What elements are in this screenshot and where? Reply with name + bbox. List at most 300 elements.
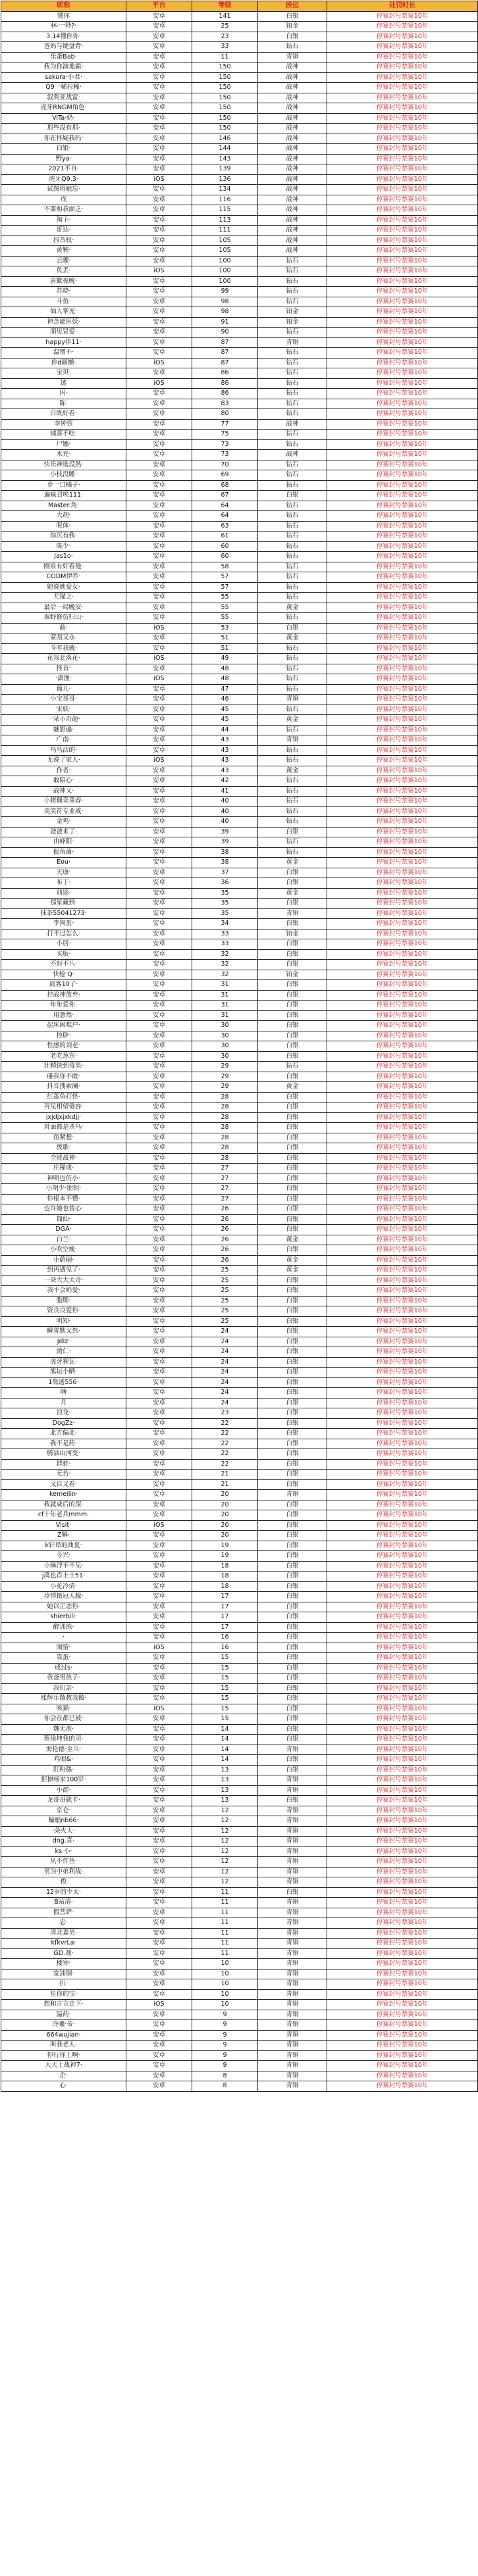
cell-level: 19 (192, 1541, 258, 1551)
table-row (1, 266, 478, 277)
cell-nickname: CODM伊乔· (1, 572, 126, 583)
cell-penalty: 停赛封号禁赛10年 (327, 2081, 478, 2092)
table-row (1, 1653, 478, 1664)
cell-level: 91 (192, 317, 258, 328)
cell-penalty: 停赛封号禁赛10年 (327, 1663, 478, 1673)
cell-platform: 安卓 (126, 1276, 192, 1286)
cell-level: 87 (192, 358, 258, 368)
cell-penalty: 停赛封号禁赛10年 (327, 725, 478, 735)
cell-penalty: 停赛封号禁赛10年 (327, 1939, 478, 1949)
cell-penalty: 停赛封号禁赛10年 (327, 1694, 478, 1704)
cell-penalty: 停赛封号禁赛10年 (327, 603, 478, 613)
cell-nickname: 闪· (1, 389, 126, 399)
cell-platform: 安卓 (126, 1796, 192, 1806)
cell-rank: 黄金 (258, 1255, 327, 1266)
cell-rank: 白银 (258, 1092, 327, 1102)
cell-rank: 青铜 (258, 1806, 327, 1816)
cell-level: 86 (192, 368, 258, 379)
cell-level: 12 (192, 1877, 258, 1888)
cell-nickname: 蔡徐坤我的司· (1, 1735, 126, 1745)
cell-penalty: 停赛封号禁赛10年 (327, 1765, 478, 1775)
cell-platform: 安卓 (126, 1979, 192, 1990)
cell-nickname: 年年爱你· (1, 1001, 126, 1011)
cell-nickname: 星你的宝· (1, 1989, 126, 2000)
cell-level: 24 (192, 1388, 258, 1399)
table-row (1, 1572, 478, 1582)
table-row (1, 1296, 478, 1306)
cell-nickname: 鸡眼&· (1, 1755, 126, 1766)
cell-penalty: 停赛封号禁赛10年 (327, 1286, 478, 1297)
cell-level: 26 (192, 1225, 258, 1235)
table-row (1, 2000, 478, 2010)
cell-rank: 战神 (258, 174, 327, 185)
table-row (1, 256, 478, 266)
cell-penalty: 停赛封号禁赛10年 (327, 1745, 478, 1755)
cell-penalty: 停赛封号禁赛10年 (327, 806, 478, 817)
cell-penalty: 停赛封号禁赛10年 (327, 756, 478, 766)
cell-penalty: 停赛封号禁赛10年 (327, 2030, 478, 2041)
cell-platform: 安卓 (126, 1735, 192, 1745)
cell-nickname: 月 (1, 1398, 126, 1408)
cell-penalty: 停赛封号禁赛10年 (327, 1653, 478, 1664)
cell-platform: 安卓 (126, 103, 192, 114)
cell-penalty: 停赛封号禁赛10年 (327, 532, 478, 542)
cell-rank: 白银 (258, 1510, 327, 1521)
cell-rank: 钻石 (258, 786, 327, 797)
cell-platform: 安卓 (126, 1572, 192, 1582)
cell-level: 35 (192, 899, 258, 909)
cell-platform: 安卓 (126, 827, 192, 837)
cell-penalty: 停赛封号禁赛10年 (327, 399, 478, 409)
cell-level: 21 (192, 1479, 258, 1490)
cell-level: 60 (192, 552, 258, 562)
cell-penalty: 停赛封号禁赛10年 (327, 215, 478, 226)
cell-penalty: 停赛封号禁赛10年 (327, 1837, 478, 1847)
table-row (1, 745, 478, 756)
table-row (1, 389, 478, 399)
cell-level: 25 (192, 1276, 258, 1286)
cell-penalty: 停赛封号禁赛10年 (327, 868, 478, 878)
cell-level: 28 (192, 1153, 258, 1164)
cell-penalty: 停赛封号禁赛10年 (327, 328, 478, 338)
cell-rank: 战神 (258, 235, 327, 246)
cell-rank: 白银 (258, 1449, 327, 1460)
cell-level: 53 (192, 623, 258, 633)
table-row (1, 1041, 478, 1052)
cell-penalty: 停赛封号禁赛10年 (327, 970, 478, 980)
cell-platform: 安卓 (126, 980, 192, 991)
cell-penalty: 停赛封号禁赛10年 (327, 1520, 478, 1531)
table-row (1, 1846, 478, 1857)
cell-rank: 白银 (258, 1592, 327, 1602)
table-row (1, 1622, 478, 1633)
cell-platform: 安卓 (126, 1816, 192, 1827)
cell-level: 23 (192, 1408, 258, 1419)
cell-level: 45 (192, 705, 258, 715)
cell-platform: 安卓 (126, 1214, 192, 1225)
cell-penalty: 停赛封号禁赛10年 (327, 939, 478, 950)
cell-platform: 安卓 (126, 1459, 192, 1470)
cell-level: 46 (192, 695, 258, 705)
cell-level: 15 (192, 1663, 258, 1673)
cell-rank: 白银 (258, 1581, 327, 1592)
cell-platform: 安卓 (126, 1989, 192, 2000)
cell-platform: 安卓 (126, 62, 192, 73)
table-row (1, 1500, 478, 1510)
cell-rank: 黄金 (258, 858, 327, 868)
cell-rank: 白银 (258, 1398, 327, 1408)
cell-rank: 白银 (258, 868, 327, 878)
table-row (1, 1520, 478, 1531)
cell-level: 15 (192, 1704, 258, 1714)
cell-penalty: 停赛封号禁赛10年 (327, 1143, 478, 1154)
cell-nickname: 小吹空瘦· (1, 1245, 126, 1256)
cell-level: 77 (192, 419, 258, 430)
cell-level: 24 (192, 1377, 258, 1388)
cell-penalty: 停赛封号禁赛10年 (327, 1306, 478, 1317)
cell-platform: 安卓 (126, 1837, 192, 1847)
cell-rank: 白银 (258, 1001, 327, 1011)
cell-penalty: 停赛封号禁赛10年 (327, 1296, 478, 1306)
cell-penalty: 停赛封号禁赛10年 (327, 1551, 478, 1562)
cell-level: 136 (192, 174, 258, 185)
table-row (1, 908, 478, 919)
cell-nickname: 你行你上啊· (1, 2050, 126, 2061)
cell-level: 25 (192, 1306, 258, 1317)
cell-penalty: 停赛封号禁赛10年 (327, 888, 478, 899)
cell-level: 69 (192, 470, 258, 481)
cell-rank: 白银 (258, 32, 327, 42)
table-row (1, 1581, 478, 1592)
cell-penalty: 停赛封号禁赛10年 (327, 1377, 478, 1388)
cell-penalty: 停赛封号禁赛10年 (327, 1112, 478, 1123)
cell-level: 58 (192, 562, 258, 572)
table-row (1, 1388, 478, 1399)
table-row (1, 22, 478, 32)
table-row (1, 2041, 478, 2051)
cell-nickname: 无若· (1, 1470, 126, 1480)
cell-rank: 钻石 (258, 817, 327, 828)
cell-penalty: 停赛封号禁赛10年 (327, 1276, 478, 1286)
cell-level: 98 (192, 307, 258, 318)
cell-nickname: Visit· (1, 1520, 126, 1531)
cell-nickname: 葡儿· (1, 684, 126, 695)
cell-rank: 黄金 (258, 1235, 327, 1245)
cell-penalty: 停赛封号禁赛10年 (327, 1266, 478, 1276)
table-row (1, 439, 478, 450)
table-row (1, 1347, 478, 1358)
cell-level: 39 (192, 837, 258, 848)
cell-level: 33 (192, 929, 258, 939)
cell-rank: 黄金 (258, 888, 327, 899)
cell-level: 150 (192, 72, 258, 83)
cell-penalty: 停赛封号禁赛10年 (327, 1959, 478, 1969)
cell-rank: 白银 (258, 1551, 327, 1562)
table-row (1, 1959, 478, 1969)
cell-penalty: 停赛封号禁赛10年 (327, 72, 478, 83)
cell-platform: 安卓 (126, 1653, 192, 1664)
cell-platform: 安卓 (126, 1541, 192, 1551)
cell-nickname: 熊坛小晒· (1, 1368, 126, 1378)
table-row (1, 1184, 478, 1195)
cell-level: 12 (192, 1826, 258, 1837)
cell-penalty: 停赛封号禁赛10年 (327, 1010, 478, 1021)
table-row (1, 317, 478, 328)
cell-nickname: 李狗蛋· (1, 919, 126, 929)
cell-rank: 白银 (258, 990, 327, 1001)
cell-penalty: 停赛封号禁赛10年 (327, 358, 478, 368)
cell-platform: 安卓 (126, 705, 192, 715)
cell-level: 31 (192, 990, 258, 1001)
table-row (1, 593, 478, 603)
cell-nickname: 抖音权· (1, 235, 126, 246)
cell-platform: 安卓 (126, 93, 192, 103)
cell-level: 47 (192, 684, 258, 695)
cell-penalty: 停赛封号禁赛10年 (327, 684, 478, 695)
cell-penalty: 停赛封号禁赛10年 (327, 1418, 478, 1429)
cell-nickname: 肛粉絲· (1, 1765, 126, 1775)
cell-nickname: 虎牙RNGM角色· (1, 103, 126, 114)
cell-platform: 安卓 (126, 2010, 192, 2020)
cell-platform: 安卓 (126, 1490, 192, 1500)
cell-rank: 铂金 (258, 22, 327, 32)
table-row (1, 1633, 478, 1643)
table-row (1, 1021, 478, 1031)
cell-penalty: 停赛封号禁赛10年 (327, 32, 478, 42)
cell-platform: 安卓 (126, 1286, 192, 1297)
table-row (1, 806, 478, 817)
cell-nickname: 对面都是杀鸟· (1, 1123, 126, 1133)
cell-nickname: sakura·小君· (1, 72, 126, 83)
cell-rank: 战神 (258, 62, 327, 73)
cell-level: 24 (192, 1337, 258, 1347)
cell-nickname: 作者· (1, 766, 126, 776)
cell-platform: 安卓 (126, 1062, 192, 1072)
table-row (1, 1887, 478, 1898)
cell-penalty: 停赛封号禁赛10年 (327, 1887, 478, 1898)
table-row (1, 1418, 478, 1429)
cell-platform: 安卓 (126, 735, 192, 746)
cell-penalty: 停赛封号禁赛10年 (327, 1214, 478, 1225)
table-row (1, 276, 478, 287)
cell-rank: 铂金 (258, 307, 327, 318)
cell-rank: 白银 (258, 1174, 327, 1184)
cell-penalty: 停赛封号禁赛10年 (327, 491, 478, 501)
cell-platform: iOS (126, 623, 192, 633)
cell-penalty: 停赛封号禁赛10年 (327, 1062, 478, 1072)
cell-penalty: 停赛封号禁赛10年 (327, 409, 478, 420)
table-row (1, 1327, 478, 1337)
cell-level: 12 (192, 1806, 258, 1816)
cell-penalty: 停赛封号禁赛10年 (327, 1785, 478, 1796)
cell-level: 41 (192, 786, 258, 797)
cell-nickname: cf十年老兵mmm· (1, 1510, 126, 1521)
cell-nickname: 群蛙· (1, 1459, 126, 1470)
cell-level: 30 (192, 1021, 258, 1031)
cell-level: 100 (192, 256, 258, 266)
cell-rank: 白银 (258, 1357, 327, 1368)
cell-penalty: 停赛封号禁赛10年 (327, 1500, 478, 1510)
cell-rank: 战神 (258, 83, 327, 93)
cell-nickname: 黄鞅· (1, 246, 126, 257)
cell-rank: 白银 (258, 1673, 327, 1684)
cell-rank: 白银 (258, 1031, 327, 1041)
cell-platform: 安卓 (126, 1316, 192, 1327)
cell-level: 18 (192, 1581, 258, 1592)
cell-platform: 安卓 (126, 389, 192, 399)
cell-rank: 白银 (258, 1102, 327, 1113)
cell-rank: 白银 (258, 1714, 327, 1725)
cell-platform: 安卓 (126, 297, 192, 307)
cell-nickname: Jas1o· (1, 552, 126, 562)
cell-platform: 安卓 (126, 960, 192, 970)
cell-penalty: 停赛封号禁赛10年 (327, 1806, 478, 1816)
cell-level: 61 (192, 532, 258, 542)
table-row (1, 1255, 478, 1266)
cell-nickname: 淘主· (1, 215, 126, 226)
cell-penalty: 停赛封号禁赛10年 (327, 837, 478, 848)
cell-rank: 钻石 (258, 532, 327, 542)
cell-nickname: 老吃葱东· (1, 1051, 126, 1062)
cell-rank: 钻石 (258, 328, 327, 338)
cell-rank: 战神 (258, 195, 327, 205)
cell-platform: 安卓 (126, 939, 192, 950)
cell-rank: 青铜 (258, 1989, 327, 2000)
cell-nickname: 闹情· (1, 1643, 126, 1653)
cell-penalty: 停赛封号禁赛10年 (327, 1918, 478, 1929)
cell-nickname: Q9一稀拉稀· (1, 83, 126, 93)
cell-nickname: Master.角· (1, 501, 126, 511)
cell-platform: 安卓 (126, 52, 192, 62)
cell-penalty: 停赛封号禁赛10年 (327, 2061, 478, 2071)
cell-rank: 钻石 (258, 358, 327, 368)
table-row (1, 541, 478, 552)
cell-platform: 安卓 (126, 1153, 192, 1164)
cell-penalty: 停赛封号禁赛10年 (327, 908, 478, 919)
table-row (1, 582, 478, 593)
table-row (1, 62, 478, 73)
table-row (1, 399, 478, 409)
cell-platform: 安卓 (126, 1663, 192, 1673)
cell-nickname: 我就咸后的深· (1, 1500, 126, 1510)
cell-rank: 青铜 (258, 2081, 327, 2092)
cell-rank: 白银 (258, 1704, 327, 1714)
ban-list-table (1, 1, 478, 2092)
cell-penalty: 停赛封号禁赛10年 (327, 817, 478, 828)
cell-nickname: 泼歌· (1, 1143, 126, 1154)
cell-rank: 白银 (258, 1143, 327, 1154)
cell-rank: 白银 (258, 1327, 327, 1337)
cell-penalty: 停赛封号禁赛10年 (327, 766, 478, 776)
cell-rank: 钻石 (258, 470, 327, 481)
cell-rank: 白银 (258, 1377, 327, 1388)
cell-penalty: 停赛封号禁赛10年 (327, 1184, 478, 1195)
table-row (1, 1123, 478, 1133)
cell-nickname: 匍仙· (1, 1214, 126, 1225)
table-row (1, 1939, 478, 1949)
cell-nickname: 淌仁· (1, 1347, 126, 1358)
cell-rank: 青铜 (258, 2000, 327, 2010)
cell-nickname: 珍情摄冠人朦· (1, 1592, 126, 1602)
cell-penalty: 停赛封号禁赛10年 (327, 256, 478, 266)
table-row (1, 1429, 478, 1439)
header-level: 等级 (192, 1, 258, 12)
cell-nickname: 天康· (1, 868, 126, 878)
cell-rank: 钻石 (258, 42, 327, 53)
cell-rank: 白银 (258, 1479, 327, 1490)
table-row (1, 378, 478, 389)
cell-platform: 安卓 (126, 2050, 192, 2061)
table-row (1, 297, 478, 307)
cell-platform: 安卓 (126, 643, 192, 654)
cell-platform: 安卓 (126, 1694, 192, 1704)
cell-penalty: 停赛封号禁赛10年 (327, 1388, 478, 1399)
cell-platform: 安卓 (126, 684, 192, 695)
cell-platform: 安卓 (126, 919, 192, 929)
cell-platform: 安卓 (126, 797, 192, 807)
cell-penalty: 停赛封号禁赛10年 (327, 1490, 478, 1500)
cell-level: 24 (192, 1357, 258, 1368)
table-row (1, 246, 478, 257)
cell-level: 30 (192, 1031, 258, 1041)
cell-rank: 青铜 (258, 2010, 327, 2020)
cell-penalty: 停赛封号禁赛10年 (327, 735, 478, 746)
cell-level: 12 (192, 1816, 258, 1827)
table-row (1, 1714, 478, 1725)
table-row (1, 674, 478, 685)
cell-penalty: 停赛封号禁赛10年 (327, 2071, 478, 2081)
cell-penalty: 停赛封号禁赛10年 (327, 1510, 478, 1521)
cell-penalty: 停赛封号禁赛10年 (327, 1775, 478, 1786)
cell-platform: 安卓 (126, 491, 192, 501)
cell-level: 51 (192, 633, 258, 644)
cell-platform: 安卓 (126, 511, 192, 522)
cell-rank: 钻石 (258, 276, 327, 287)
cell-nickname: shierbili· (1, 1612, 126, 1623)
cell-platform: 安卓 (126, 521, 192, 532)
cell-penalty: 停赛封号禁赛10年 (327, 1704, 478, 1714)
cell-level: 18 (192, 1572, 258, 1582)
cell-platform: 安卓 (126, 1082, 192, 1093)
cell-rank: 青铜 (258, 2071, 327, 2081)
cell-platform: 安卓 (126, 1867, 192, 1877)
table-row (1, 1459, 478, 1470)
cell-nickname: 斗鱼· (1, 297, 126, 307)
cell-platform: 安卓 (126, 1806, 192, 1816)
cell-penalty: 停赛封号禁赛10年 (327, 2020, 478, 2031)
cell-penalty: 停赛封号禁赛10年 (327, 185, 478, 195)
cell-platform: 安卓 (126, 2071, 192, 2081)
cell-rank: 钻石 (258, 439, 327, 450)
cell-platform: 安卓 (126, 633, 192, 644)
cell-penalty: 停赛封号禁赛10年 (327, 919, 478, 929)
cell-platform: 安卓 (126, 1133, 192, 1143)
cell-level: 43 (192, 756, 258, 766)
cell-rank: 钻石 (258, 664, 327, 674)
cell-nickname: 苏晓· (1, 287, 126, 297)
cell-nickname: 咳猫· (1, 1704, 126, 1714)
cell-nickname: 乌乌活的· (1, 745, 126, 756)
cell-platform: 安卓 (126, 1857, 192, 1868)
table-row (1, 11, 478, 22)
cell-nickname: 那些没有那· (1, 124, 126, 134)
cell-rank: 钻石 (258, 776, 327, 787)
cell-nickname: 浪龙· (1, 1408, 126, 1419)
cell-rank: 白银 (258, 1245, 327, 1256)
cell-nickname: 大胡· (1, 511, 126, 522)
cell-nickname: 快乐神选没熟· (1, 460, 126, 470)
cell-nickname: 陈· (1, 399, 126, 409)
